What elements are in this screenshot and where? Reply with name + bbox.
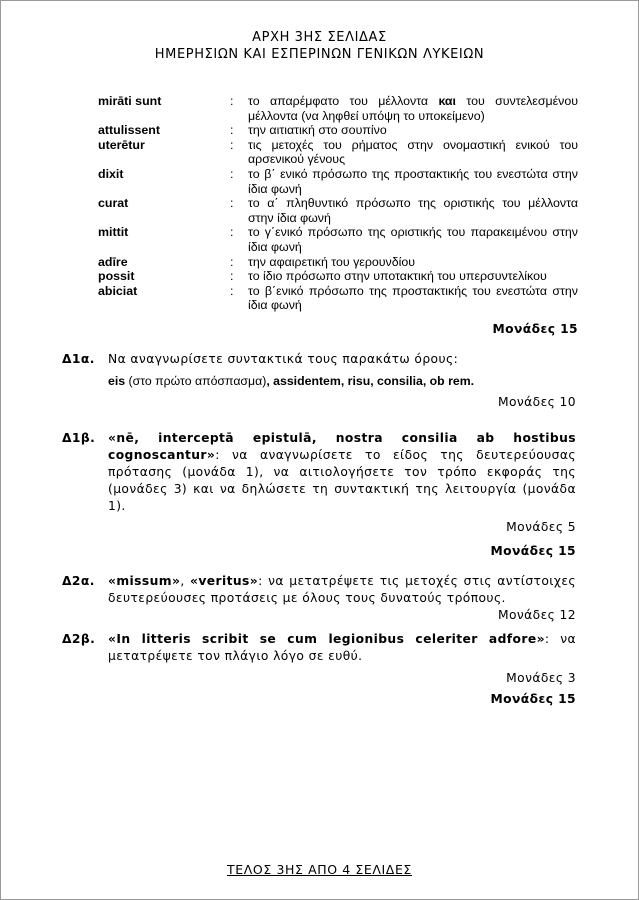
- question-text: «nē, interceptā epistulā, nostra consilia ab hostibus cognoscantur»: να αναγνωρίσετε το είδος της δευτερεύουσας πρότασης (μονάδα 1), να αιτιολογήσετε τον τρόπο εκφοράς της (μονάδες 3) και να δηλώσετε τη συντακτική της λειτουργία (μονάδα 1).: [108, 431, 576, 513]
- question-d1b: [62, 430, 576, 558]
- vocab-term: possit: [98, 269, 135, 284]
- page-header: [0, 29, 639, 63]
- vocab-desc: το β΄ενικό πρόσωπο της προστακτικής του ενεστώτα στην ίδια φωνή: [248, 283, 578, 313]
- vocab-term: attulissent: [98, 123, 160, 138]
- question-label: Δ2α.: [62, 574, 95, 588]
- question-text: «missum», «veritus»: να μετατρέψετε τις μετοχές στις αντίστοιχες δευτερεύουσες προτάσεις με όλους τους δυνατούς τρόπους.: [108, 574, 576, 605]
- vocab-row: adīre : την αφαιρετική του γερουνδίου: [98, 255, 578, 270]
- vocab-desc: το γ΄ενικό πρόσωπο της οριστικής του παρακειμένου στην ίδια φωνή: [248, 225, 578, 254]
- total-score: Μονάδες 15: [490, 692, 576, 706]
- score: Μονάδες 12: [497, 608, 576, 622]
- question-label: Δ2β.: [62, 632, 96, 646]
- vocab-term: uterētur: [98, 137, 145, 152]
- page-footer: ΤΕΛΟΣ 3ΗΣ ΑΠΟ 4 ΣΕΛΙΔΕΣ: [227, 862, 412, 877]
- question-label: Δ1α.: [62, 352, 95, 366]
- vocab-term: mittit: [98, 225, 129, 240]
- vocab-row: mittit : το γ΄ενικό πρόσωπο της οριστικής του παρακειμένου στην ίδια φωνή: [98, 225, 578, 254]
- vocab-row: attulissent : την αιτιατική στο σουπίνο: [98, 123, 578, 138]
- vocab-desc: την αφαιρετική του γερουνδίου: [248, 254, 416, 269]
- score: Μονάδες 5: [506, 520, 576, 534]
- vocab-row: curat : το α΄ πληθυντικό πρόσωπο της οριστικής του μέλλοντα στην ίδια φωνή: [98, 196, 578, 225]
- vocab-desc: το β΄ ενικό πρόσωπο της προστακτικής του ενεστώτα στην ίδια φωνή: [248, 166, 578, 196]
- question-d2b: [62, 631, 576, 706]
- question-d1a: [62, 351, 576, 409]
- vocab-term: adīre: [98, 254, 128, 269]
- vocab-desc: το α΄ πληθυντικό πρόσωπο της οριστικής του μέλλοντα στην ίδια φωνή: [248, 196, 578, 225]
- vocab-desc: το απαρέμφατο του μέλλοντα και του συντελεσμένου μέλλοντα (να ληφθεί υπόψη το υποκείμενο): [248, 94, 579, 123]
- vocab-list: [98, 94, 578, 337]
- header-line-2: ΗΜΕΡΗΣΙΩΝ ΚΑΙ ΕΣΠΕΡΙΝΩΝ ΓΕΝΙΚΩΝ ΛΥΚΕΙΩΝ: [154, 47, 485, 62]
- score: Μονάδες 3: [506, 671, 576, 685]
- vocab-row: uterētur : τις μετοχές του ρήματος στην ονομαστική ενικού του αρσενικού γένους: [98, 137, 578, 167]
- vocab-row: mirāti sunt : το απαρέμφατο του μέλλοντα και του συντελεσμένου μέλλοντα (να ληφθεί υπόψη το υποκείμενο): [98, 94, 579, 123]
- score: Μονάδες 10: [497, 395, 576, 409]
- total-score: Μονάδες 15: [490, 544, 576, 558]
- vocab-desc: το ίδιο πρόσωπο στην υποτακτική του υπερσυντελίκου: [248, 269, 547, 284]
- vocab-desc: την αιτιατική στο σουπίνο: [248, 123, 387, 138]
- question-d2a: [62, 573, 576, 622]
- vocab-score: Μονάδες 15: [492, 321, 578, 336]
- vocab-term: abiciat: [98, 283, 138, 298]
- vocab-row: abiciat : το β΄ενικό πρόσωπο της προστακτικής του ενεστώτα στην ίδια φωνή: [98, 283, 578, 313]
- vocab-term: dixit: [98, 166, 124, 181]
- question-text: «In litteris scribit se cum legionibus celeriter adfore»: να μετατρέψετε τον πλάγιο λόγο σε ευθύ.: [108, 632, 576, 663]
- vocab-row: possit : το ίδιο πρόσωπο στην υποτακτική του υπερσυντελίκου: [98, 269, 578, 284]
- question-subtext: eis (στο πρώτο απόσπασμα), assidentem, risu, consilia, ob rem.: [108, 374, 475, 388]
- question-text: Να αναγνωρίσετε συντακτικά τους παρακάτω όρους:: [108, 352, 459, 366]
- vocab-desc: τις μετοχές του ρήματος στην ονομαστική ενικού του αρσενικού γένους: [248, 137, 578, 167]
- question-label: Δ1β.: [62, 431, 96, 445]
- header-line-1: ΑΡΧΗ 3ΗΣ ΣΕΛΙΔΑΣ: [252, 30, 387, 45]
- vocab-row: dixit : το β΄ ενικό πρόσωπο της προστακτικής του ενεστώτα στην ίδια φωνή: [98, 166, 578, 196]
- vocab-term: curat: [98, 196, 129, 211]
- vocab-term: mirāti sunt: [98, 94, 162, 108]
